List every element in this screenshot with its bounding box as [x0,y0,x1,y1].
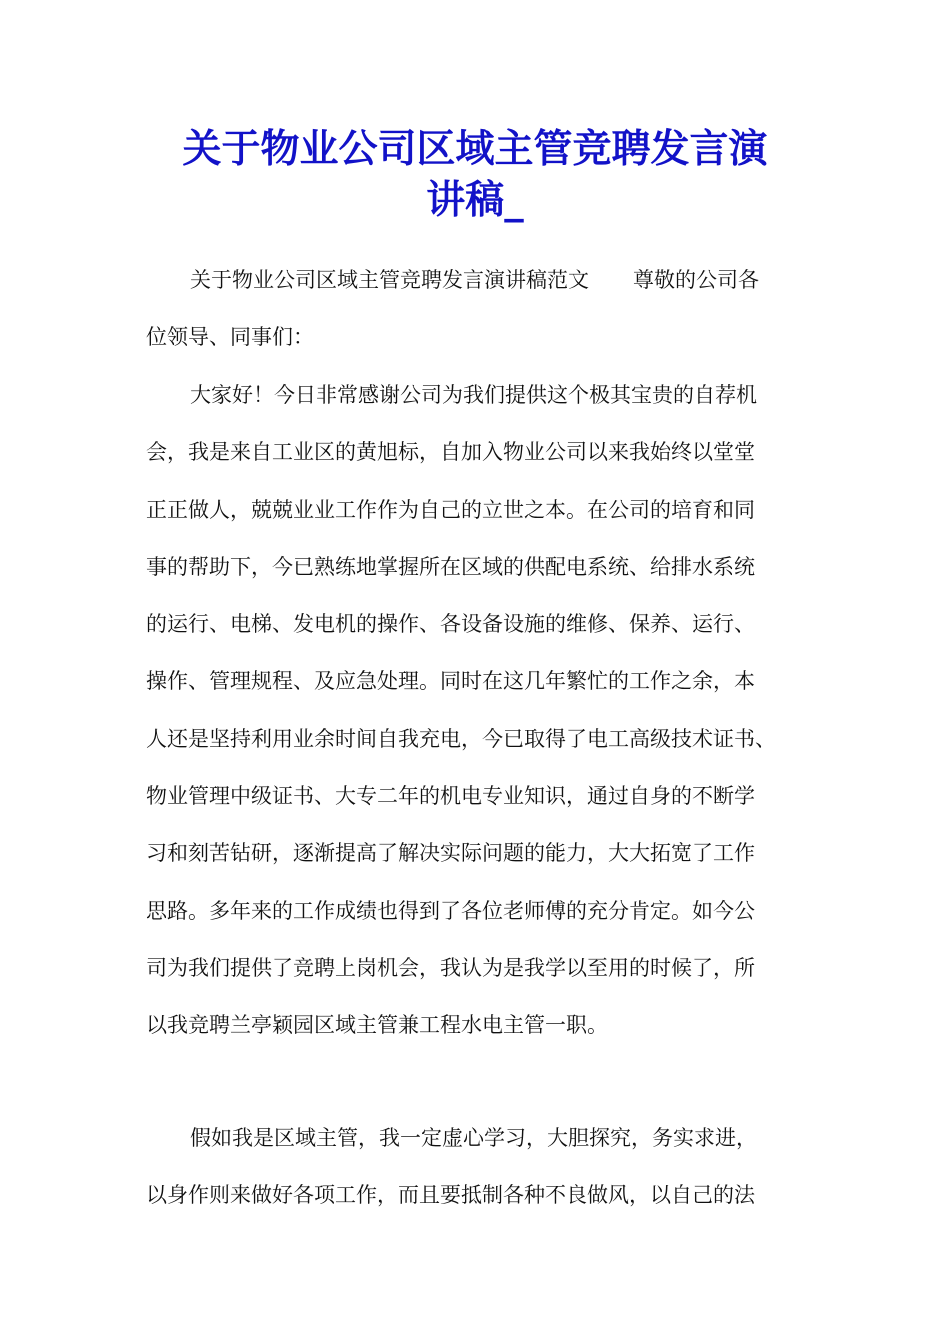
intro-paragraph [146,252,836,367]
paragraph-1-line: 事的帮助下，今已熟练地掌握所在区域的供配电系统、给排水系统 [146,554,755,579]
intro-heading-text: 关于物业公司区域主管竞聘发言演讲稿范文 [190,268,589,292]
document-title [120,124,830,226]
paragraph-1-line: 以我竞聘兰亭颖园区域主管兼工程水电主管一职。 [146,1013,608,1038]
intro-line-2: 位领导、同事们： [146,325,314,350]
paragraph-2-line: 以身作则来做好各项工作，而且要抵制各种不良做风，以自己的法 [146,1183,755,1208]
title-line-2: 讲稿_ [426,177,524,223]
paragraph-1-line: 人还是坚持利用业余时间自我充电，今已取得了电工高级技术证书、 [146,726,776,751]
paragraph-1-line: 操作、管理规程、及应急处理。同时在这几年繁忙的工作之余，本 [146,669,755,694]
salutation-text: 尊敬的公司各 [633,268,759,292]
paragraph-1-line: 会，我是来自工业区的黄旭标，自加入物业公司以来我始终以堂堂 [146,440,755,465]
paragraph-1-line: 正正做人，兢兢业业工作作为自己的立世之本。在公司的培育和同 [146,497,755,522]
title-line-1: 关于物业公司区域主管竞聘发言演 [182,126,768,172]
paragraph-1-line: 思路。多年来的工作成绩也得到了各位老师傅的充分肯定。如今公 [146,898,755,923]
paragraph-2 [146,1110,836,1225]
paragraph-1-line: 司为我们提供了竞聘上岗机会，我认为是我学以至用的时候了，所 [146,955,755,980]
paragraph-1 [146,367,836,1055]
paragraph-2-line: 假如我是区域主管，我一定虚心学习，大胆探究，务实求进， [190,1126,757,1150]
paragraph-1-line: 大家好！今日非常感谢公司为我们提供这个极其宝贵的自荐机 [190,383,757,407]
paragraph-1-line: 物业管理中级证书、大专二年的机电专业知识，通过自身的不断学 [146,784,755,809]
paragraph-1-line: 的运行、电梯、发电机的操作、各设备设施的维修、保养、运行、 [146,612,755,637]
intro-line-1 [146,252,836,309]
paragraph-1-line: 习和刻苦钻研，逐渐提高了解决实际问题的能力，大大拓宽了工作 [146,841,755,866]
